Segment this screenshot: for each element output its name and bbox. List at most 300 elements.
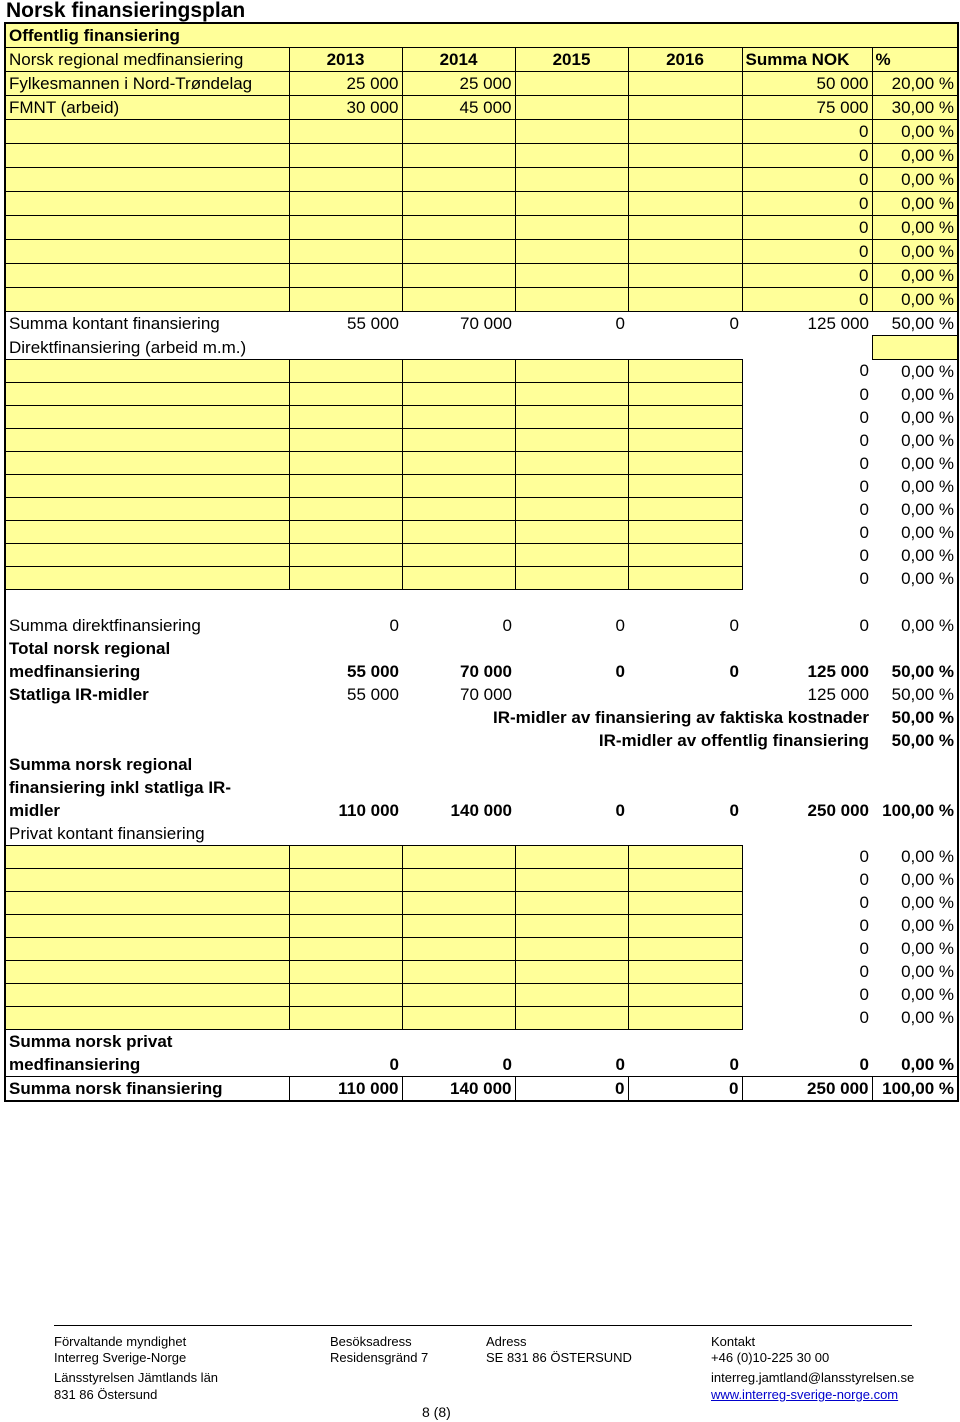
- value-cell: [515, 567, 628, 590]
- value-cell: 0: [502, 615, 512, 635]
- value-cell: [628, 192, 742, 216]
- percent-cell: 0,00 %: [872, 406, 958, 429]
- statliga-row: [5, 683, 958, 706]
- value-cell: [515, 983, 628, 1006]
- percent-cell: 0,00 %: [872, 498, 958, 521]
- value-cell: [402, 216, 515, 240]
- footer-heading-kontakt: Kontakt: [711, 1334, 756, 1349]
- header-blank: [289, 23, 402, 48]
- ratio-label: IR-midler av offentlig finansiering: [5, 729, 872, 752]
- row-label: [5, 475, 289, 498]
- value-cell: [402, 937, 515, 960]
- page-number: 8 (8): [422, 1404, 451, 1420]
- table-row: [5, 452, 958, 475]
- value-cell: 0: [859, 939, 869, 958]
- value-cell: [515, 288, 628, 312]
- value-cell: [515, 216, 628, 240]
- percent-cell: 0,00 %: [872, 914, 958, 937]
- value-cell: [289, 192, 402, 216]
- table-row: [5, 1006, 958, 1029]
- value-cell: 0: [729, 800, 739, 820]
- percent-cell: 0,00 %: [872, 288, 958, 312]
- value-cell: [289, 383, 402, 406]
- value-cell: 0: [859, 870, 869, 889]
- value-cell: [515, 144, 628, 168]
- percent-cell: 0,00 %: [872, 120, 958, 144]
- value-cell: 0: [859, 615, 869, 635]
- value-cell: [515, 406, 628, 429]
- value-cell: [628, 475, 742, 498]
- blank-cell: [872, 822, 958, 846]
- value-cell: 0: [859, 384, 869, 404]
- value-cell: 0: [859, 407, 869, 427]
- value-cell: 0: [615, 661, 625, 681]
- value-cell: [628, 845, 742, 868]
- row-label: [5, 168, 289, 192]
- value-cell: [628, 359, 742, 383]
- row-label: [5, 937, 289, 960]
- table-row: [5, 72, 958, 96]
- table-row: [5, 475, 958, 498]
- value-cell: 0: [859, 499, 869, 519]
- row-label: Summa kontant finansiering: [5, 312, 289, 336]
- value-cell: 0: [859, 453, 869, 473]
- footer-phone: +46 (0)10-225 30 00: [711, 1350, 830, 1365]
- value-cell: [402, 359, 515, 383]
- value-cell: 0: [859, 430, 869, 450]
- value-cell: [289, 1006, 402, 1029]
- value-cell: [402, 429, 515, 452]
- value-cell: 0: [729, 661, 739, 681]
- value-cell: [515, 498, 628, 521]
- row-label: [5, 288, 289, 312]
- ratio-label: IR-midler av finansiering av faktiska kostnader: [5, 706, 872, 729]
- footer-email[interactable]: interreg.jamtland@lansstyrelsen.se: [711, 1370, 915, 1385]
- spacer-row: [5, 590, 958, 614]
- value-cell: [515, 168, 628, 192]
- value-cell: [515, 845, 628, 868]
- value-cell: [515, 383, 628, 406]
- value-cell: [628, 264, 742, 288]
- value-cell: [289, 914, 402, 937]
- column-header: Summa NOK: [742, 48, 872, 72]
- value-cell: [289, 521, 402, 544]
- row-label: [5, 521, 289, 544]
- value-cell: 0: [615, 615, 625, 635]
- value-cell: [402, 960, 515, 983]
- value-cell: [289, 288, 402, 312]
- value-cell: 0: [859, 847, 869, 866]
- value-cell: [402, 406, 515, 429]
- value-cell: 125 000: [807, 314, 869, 334]
- footer-adress-value: SE 831 86 ÖSTERSUND: [486, 1350, 632, 1365]
- footer-besok-value: Residensgränd 7: [330, 1350, 429, 1365]
- percent-cell: 0,00 %: [872, 521, 958, 544]
- percent-cell: 50,00 %: [872, 683, 958, 706]
- percent-cell: 100,00 %: [872, 752, 958, 822]
- value-cell: 70 000: [460, 314, 512, 334]
- table-row: [5, 983, 958, 1006]
- value-cell: [402, 288, 515, 312]
- column-header: %: [872, 48, 958, 72]
- footer-myndighet-name: Interreg Sverige-Norge: [54, 1350, 187, 1365]
- value-cell: 0: [859, 476, 869, 496]
- percent-cell: 0,00 %: [872, 429, 958, 452]
- value-cell: [402, 1006, 515, 1029]
- value-cell: [402, 475, 515, 498]
- value-cell: [628, 452, 742, 475]
- value-cell: [289, 216, 402, 240]
- value-cell: [515, 475, 628, 498]
- percent-cell: 50,00 %: [872, 729, 958, 752]
- row-label: Statliga IR-midler: [5, 683, 289, 706]
- value-cell: [628, 983, 742, 1006]
- value-cell: [628, 96, 742, 120]
- ir-ratio-row: [5, 729, 958, 752]
- value-cell: [289, 144, 402, 168]
- value-cell: [628, 521, 742, 544]
- value-cell: 0: [742, 144, 872, 168]
- section-label: Direktfinansiering (arbeid m.m.): [5, 336, 628, 360]
- table-row: [5, 567, 958, 590]
- value-cell: [289, 429, 402, 452]
- total-row: [5, 752, 958, 822]
- column-header-row: [5, 48, 958, 72]
- percent-cell: 0,00 %: [872, 983, 958, 1006]
- value-cell: 0: [742, 216, 872, 240]
- table-row: [5, 168, 958, 192]
- percent-cell: 50,00 %: [872, 312, 958, 336]
- row-label: [5, 868, 289, 891]
- value-cell: 25 000: [289, 72, 402, 96]
- value-cell: [628, 144, 742, 168]
- table-row: [5, 960, 958, 983]
- row-label: Fylkesmannen i Nord-Trøndelag: [5, 72, 289, 96]
- value-cell: [402, 144, 515, 168]
- total-row: [5, 637, 958, 683]
- percent-cell: 100,00 %: [872, 1076, 958, 1101]
- value-cell: 0: [742, 240, 872, 264]
- value-cell: 55 000: [347, 684, 399, 704]
- table-row: [5, 544, 958, 567]
- footer-heading-myndighet: Förvaltande myndighet: [54, 1334, 187, 1349]
- value-cell: 55 000: [347, 661, 399, 681]
- label-line: midler: [9, 800, 61, 820]
- value-cell: [289, 868, 402, 891]
- value-cell: 0: [729, 1054, 739, 1074]
- percent-cell: 0,00 %: [872, 1006, 958, 1029]
- section-header-row: [5, 23, 958, 48]
- percent-cell: 0,00 %: [872, 192, 958, 216]
- value-cell: 0: [515, 1076, 628, 1101]
- value-cell: 25 000: [402, 72, 515, 96]
- value-cell: [289, 452, 402, 475]
- value-cell: 0: [729, 615, 739, 635]
- row-label: [5, 264, 289, 288]
- value-cell: [289, 891, 402, 914]
- table-row: [5, 521, 958, 544]
- value-cell: 55 000: [347, 314, 399, 334]
- header-blank: [402, 23, 515, 48]
- percent-cell: 0,00 %: [872, 845, 958, 868]
- footer-heading-besok: Besöksadress: [330, 1334, 412, 1349]
- footer-myndighet-city: 831 86 Östersund: [54, 1387, 158, 1402]
- value-cell: 250 000: [807, 800, 869, 820]
- value-cell: [402, 120, 515, 144]
- value-cell: [628, 891, 742, 914]
- row-label: [5, 429, 289, 452]
- value-cell: 0: [859, 1008, 869, 1027]
- value-cell: 0: [389, 615, 399, 635]
- value-cell: [402, 914, 515, 937]
- label-line: finansiering inkl statliga IR-: [9, 777, 231, 797]
- value-cell: 110 000: [338, 800, 399, 820]
- value-cell: [289, 960, 402, 983]
- value-cell: [628, 406, 742, 429]
- value-cell: [402, 891, 515, 914]
- table-row: [5, 914, 958, 937]
- row-label: [5, 359, 289, 383]
- value-cell: 110 000: [289, 1076, 402, 1101]
- value-cell: [515, 192, 628, 216]
- value-cell: 0: [859, 893, 869, 912]
- row-label: [5, 1006, 289, 1029]
- total-row: [5, 1029, 958, 1076]
- value-cell: [628, 1006, 742, 1029]
- table-row: [5, 868, 958, 891]
- column-header: 2016: [628, 48, 742, 72]
- value-cell: [515, 868, 628, 891]
- value-cell: 70 000: [460, 661, 512, 681]
- row-label: [5, 891, 289, 914]
- value-cell: [402, 498, 515, 521]
- row-label: [5, 752, 289, 822]
- value-cell: [402, 868, 515, 891]
- section-label-row: [5, 336, 958, 360]
- row-label: [5, 914, 289, 937]
- value-cell: [289, 498, 402, 521]
- percent-cell: 0,00 %: [872, 383, 958, 406]
- value-cell: [402, 983, 515, 1006]
- value-cell: [515, 891, 628, 914]
- percent-cell: 0,00 %: [872, 144, 958, 168]
- value-cell: 0: [859, 962, 869, 981]
- value-cell: 140 000: [450, 800, 512, 820]
- row-label: Summa direktfinansiering: [5, 614, 289, 637]
- row-label: [5, 637, 289, 683]
- table-row: [5, 406, 958, 429]
- value-cell: [628, 168, 742, 192]
- value-cell: 0: [615, 1054, 625, 1074]
- value-cell: 0: [742, 168, 872, 192]
- row-label: [5, 1029, 289, 1076]
- row-label: [5, 144, 289, 168]
- value-cell: [515, 452, 628, 475]
- table-row: [5, 937, 958, 960]
- value-cell: 0: [859, 985, 869, 1004]
- label-line: Summa norsk regional: [9, 754, 193, 774]
- value-cell: 45 000: [402, 96, 515, 120]
- percent-cell: 0,00 %: [872, 1029, 958, 1076]
- value-cell: 0: [729, 314, 739, 334]
- label-line: medfinansiering: [9, 661, 141, 681]
- header-blank: [872, 23, 958, 48]
- value-cell: 0: [859, 1054, 869, 1074]
- column-header: 2013: [289, 48, 402, 72]
- value-cell: 0: [615, 800, 625, 820]
- blank-cell: [742, 336, 872, 360]
- row-label: [5, 406, 289, 429]
- row-label: [5, 452, 289, 475]
- percent-cell: 0,00 %: [872, 567, 958, 590]
- regional-header-label: Norsk regional medfinansiering: [5, 48, 289, 72]
- value-cell: 250 000: [742, 1076, 872, 1101]
- value-cell: [289, 937, 402, 960]
- row-label: [5, 240, 289, 264]
- value-cell: [289, 240, 402, 264]
- value-cell: [402, 544, 515, 567]
- value-cell: [515, 960, 628, 983]
- percent-cell: 0,00 %: [872, 544, 958, 567]
- value-cell: [289, 845, 402, 868]
- value-cell: [402, 168, 515, 192]
- label-line: Total norsk regional: [9, 638, 171, 658]
- table-row: [5, 845, 958, 868]
- value-cell: 70 000: [460, 684, 512, 704]
- value-cell: [515, 240, 628, 264]
- row-label: [5, 845, 289, 868]
- row-label: FMNT (arbeid): [5, 96, 289, 120]
- value-cell: [402, 452, 515, 475]
- value-cell: [628, 868, 742, 891]
- blank-cell: [872, 336, 958, 360]
- blank-cell: [515, 683, 628, 706]
- row-label: Summa norsk finansiering: [5, 1076, 289, 1101]
- percent-cell: 0,00 %: [872, 168, 958, 192]
- value-cell: [402, 383, 515, 406]
- value-cell: [402, 567, 515, 590]
- value-cell: [289, 264, 402, 288]
- value-cell: [515, 359, 628, 383]
- value-cell: 0: [502, 1054, 512, 1074]
- table-row: [5, 359, 958, 383]
- row-label: [5, 192, 289, 216]
- value-cell: [515, 429, 628, 452]
- value-cell: [289, 120, 402, 144]
- column-header: 2014: [402, 48, 515, 72]
- value-cell: [402, 192, 515, 216]
- value-cell: 0: [859, 916, 869, 935]
- value-cell: [628, 72, 742, 96]
- row-label: [5, 983, 289, 1006]
- percent-cell: 0,00 %: [872, 960, 958, 983]
- percent-cell: 0,00 %: [872, 868, 958, 891]
- value-cell: 0: [389, 1054, 399, 1074]
- row-label: [5, 544, 289, 567]
- column-header: 2015: [515, 48, 628, 72]
- value-cell: 125 000: [807, 661, 869, 681]
- table-row: [5, 891, 958, 914]
- section-label: Privat kontant finansiering: [5, 822, 872, 846]
- row-label: [5, 120, 289, 144]
- value-cell: 125 000: [807, 684, 869, 704]
- grand-total-row: [5, 1076, 958, 1101]
- value-cell: 50 000: [742, 72, 872, 96]
- header-blank: [628, 23, 742, 48]
- header-blank: [742, 23, 872, 48]
- footer-myndighet-org: Länsstyrelsen Jämtlands län: [54, 1370, 219, 1385]
- percent-cell: 50,00 %: [872, 637, 958, 683]
- row-label: [5, 960, 289, 983]
- value-cell: [515, 96, 628, 120]
- value-cell: [515, 120, 628, 144]
- value-cell: [515, 264, 628, 288]
- value-cell: [289, 475, 402, 498]
- section-label-row: [5, 822, 958, 846]
- table-row: [5, 144, 958, 168]
- value-cell: [628, 429, 742, 452]
- table-row: [5, 120, 958, 144]
- value-cell: [515, 1006, 628, 1029]
- table-row: [5, 288, 958, 312]
- value-cell: [628, 544, 742, 567]
- value-cell: [628, 288, 742, 312]
- blank-cell: [872, 590, 958, 614]
- value-cell: [628, 216, 742, 240]
- summary-row: [5, 614, 958, 637]
- percent-cell: 0,00 %: [872, 240, 958, 264]
- financing-table: [4, 22, 959, 1102]
- percent-cell: 0,00 %: [872, 475, 958, 498]
- row-label: [5, 498, 289, 521]
- label-line: Summa norsk privat: [9, 1031, 173, 1051]
- footer-web-link[interactable]: www.interreg-sverige-norge.com: [711, 1387, 899, 1402]
- value-cell: [289, 544, 402, 567]
- value-cell: 75 000: [742, 96, 872, 120]
- percent-cell: 0,00 %: [872, 891, 958, 914]
- label-line: medfinansiering: [9, 1054, 141, 1074]
- section-title: Offentlig finansiering: [5, 23, 289, 48]
- value-cell: [289, 567, 402, 590]
- table-row: [5, 264, 958, 288]
- percent-cell: 0,00 %: [872, 614, 958, 637]
- value-cell: 0: [742, 120, 872, 144]
- value-cell: [515, 937, 628, 960]
- blank-cell: [628, 336, 742, 360]
- ir-ratio-row: [5, 706, 958, 729]
- table-row: [5, 216, 958, 240]
- value-cell: [289, 359, 402, 383]
- footer-divider: [54, 1325, 912, 1326]
- blank-cell: [628, 683, 742, 706]
- row-label: [5, 216, 289, 240]
- value-cell: [628, 120, 742, 144]
- value-cell: [628, 914, 742, 937]
- value-cell: [402, 240, 515, 264]
- summary-row: [5, 312, 958, 336]
- table-row: [5, 498, 958, 521]
- value-cell: 0: [742, 288, 872, 312]
- value-cell: 0: [859, 361, 869, 381]
- value-cell: 0: [859, 568, 869, 588]
- percent-cell: 0,00 %: [872, 264, 958, 288]
- footer-heading-adress: Adress: [486, 1334, 527, 1349]
- value-cell: 0: [742, 264, 872, 288]
- percent-cell: 30,00 %: [872, 96, 958, 120]
- value-cell: [628, 567, 742, 590]
- value-cell: 30 000: [289, 96, 402, 120]
- table-row: [5, 96, 958, 120]
